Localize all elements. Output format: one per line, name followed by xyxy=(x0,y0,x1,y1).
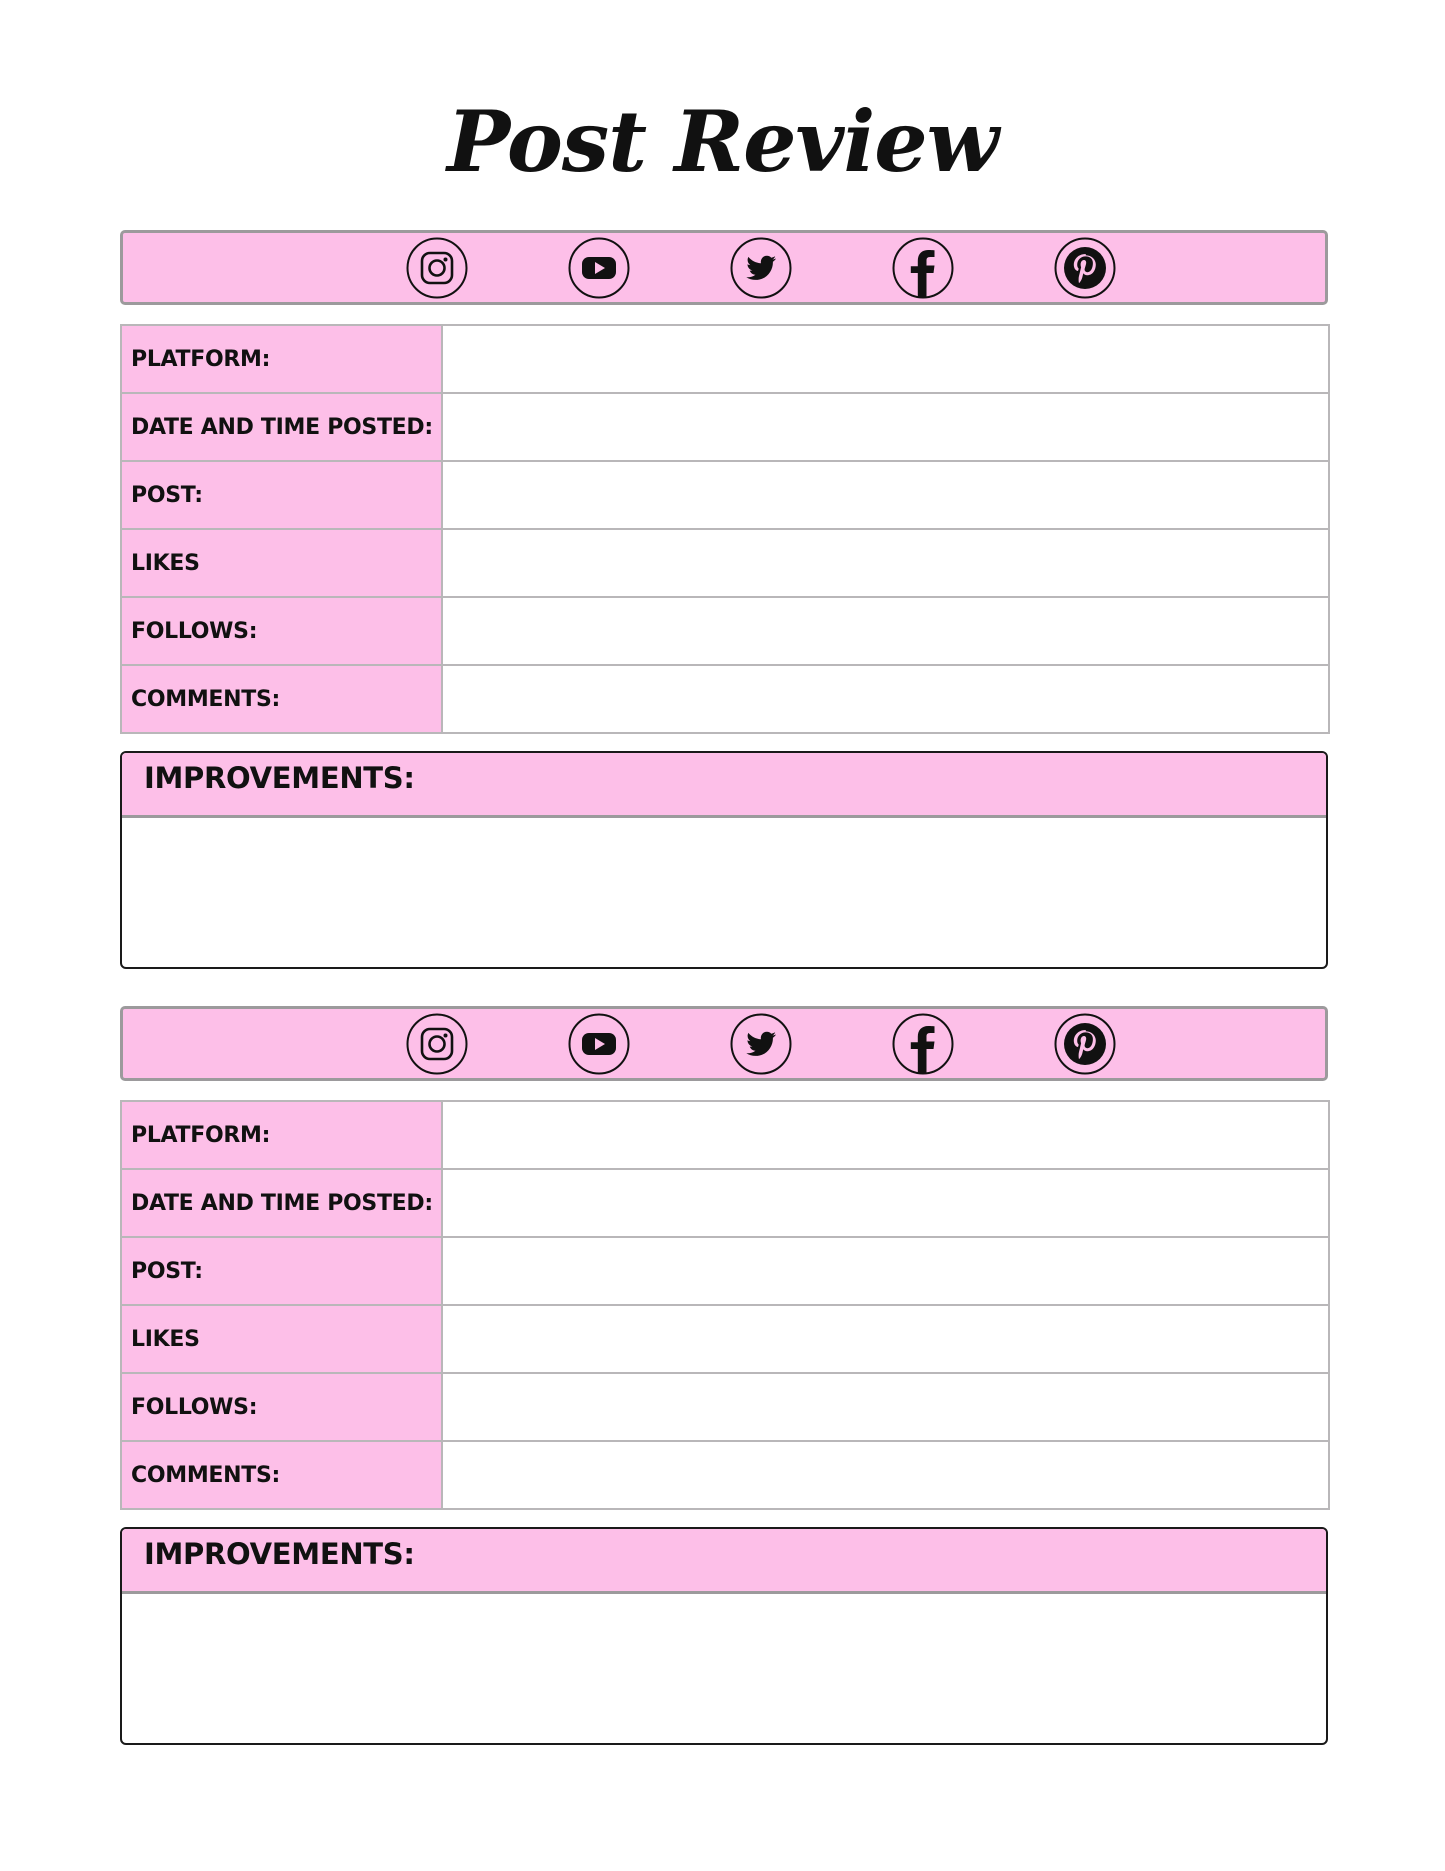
table-row xyxy=(121,325,1329,393)
pinterest-icon[interactable] xyxy=(1054,1013,1116,1075)
field-value-comments[interactable] xyxy=(442,1441,1329,1509)
field-label-comments: COMMENTS: xyxy=(121,1441,442,1509)
page-title: Post Review xyxy=(447,92,998,191)
facebook-icon[interactable] xyxy=(892,1013,954,1075)
post-review-section-1 xyxy=(120,230,1328,969)
table-row xyxy=(121,461,1329,529)
field-value-date-time[interactable] xyxy=(442,1169,1329,1237)
field-label-date-time: DATE AND TIME POSTED: xyxy=(121,1169,442,1237)
field-value-post[interactable] xyxy=(442,461,1329,529)
improvements-label: IMPROVEMENTS: xyxy=(144,1537,415,1571)
field-label-platform: PLATFORM: xyxy=(121,1101,442,1169)
table-row xyxy=(121,1305,1329,1373)
pinterest-icon[interactable] xyxy=(1054,237,1116,299)
field-label-likes: LIKES xyxy=(121,529,442,597)
table-row xyxy=(121,597,1329,665)
field-value-post[interactable] xyxy=(442,1237,1329,1305)
platform-icon-bar xyxy=(120,1006,1328,1081)
table-row xyxy=(121,1373,1329,1441)
field-value-likes[interactable] xyxy=(442,529,1329,597)
youtube-icon[interactable] xyxy=(568,1013,630,1075)
twitter-icon[interactable] xyxy=(730,237,792,299)
table-row xyxy=(121,1237,1329,1305)
improvements-label: IMPROVEMENTS: xyxy=(144,761,415,795)
improvements-header xyxy=(122,753,1326,818)
post-fields-table xyxy=(120,1100,1330,1510)
table-row xyxy=(121,665,1329,733)
field-label-date-time: DATE AND TIME POSTED: xyxy=(121,393,442,461)
field-value-date-time[interactable] xyxy=(442,393,1329,461)
facebook-icon[interactable] xyxy=(892,237,954,299)
improvements-text-area[interactable] xyxy=(122,1594,1326,1743)
field-label-comments: COMMENTS: xyxy=(121,665,442,733)
instagram-icon[interactable] xyxy=(406,237,468,299)
twitter-icon[interactable] xyxy=(730,1013,792,1075)
field-label-platform: PLATFORM: xyxy=(121,325,442,393)
field-label-post: POST: xyxy=(121,461,442,529)
platform-icon-bar xyxy=(120,230,1328,305)
field-value-platform[interactable] xyxy=(442,325,1329,393)
improvements-header xyxy=(122,1529,1326,1594)
field-label-follows: FOLLOWS: xyxy=(121,597,442,665)
field-label-likes: LIKES xyxy=(121,1305,442,1373)
field-value-follows[interactable] xyxy=(442,597,1329,665)
field-label-follows: FOLLOWS: xyxy=(121,1373,442,1441)
table-row xyxy=(121,1101,1329,1169)
improvements-text-area[interactable] xyxy=(122,818,1326,967)
improvements-box xyxy=(120,751,1328,969)
field-value-platform[interactable] xyxy=(442,1101,1329,1169)
improvements-box xyxy=(120,1527,1328,1745)
table-row xyxy=(121,529,1329,597)
post-fields-table xyxy=(120,324,1330,734)
field-label-post: POST: xyxy=(121,1237,442,1305)
field-value-likes[interactable] xyxy=(442,1305,1329,1373)
youtube-icon[interactable] xyxy=(568,237,630,299)
instagram-icon[interactable] xyxy=(406,1013,468,1075)
table-row xyxy=(121,1169,1329,1237)
field-value-comments[interactable] xyxy=(442,665,1329,733)
table-row xyxy=(121,1441,1329,1509)
field-value-follows[interactable] xyxy=(442,1373,1329,1441)
table-row xyxy=(121,393,1329,461)
post-review-section-2 xyxy=(120,1006,1328,1745)
